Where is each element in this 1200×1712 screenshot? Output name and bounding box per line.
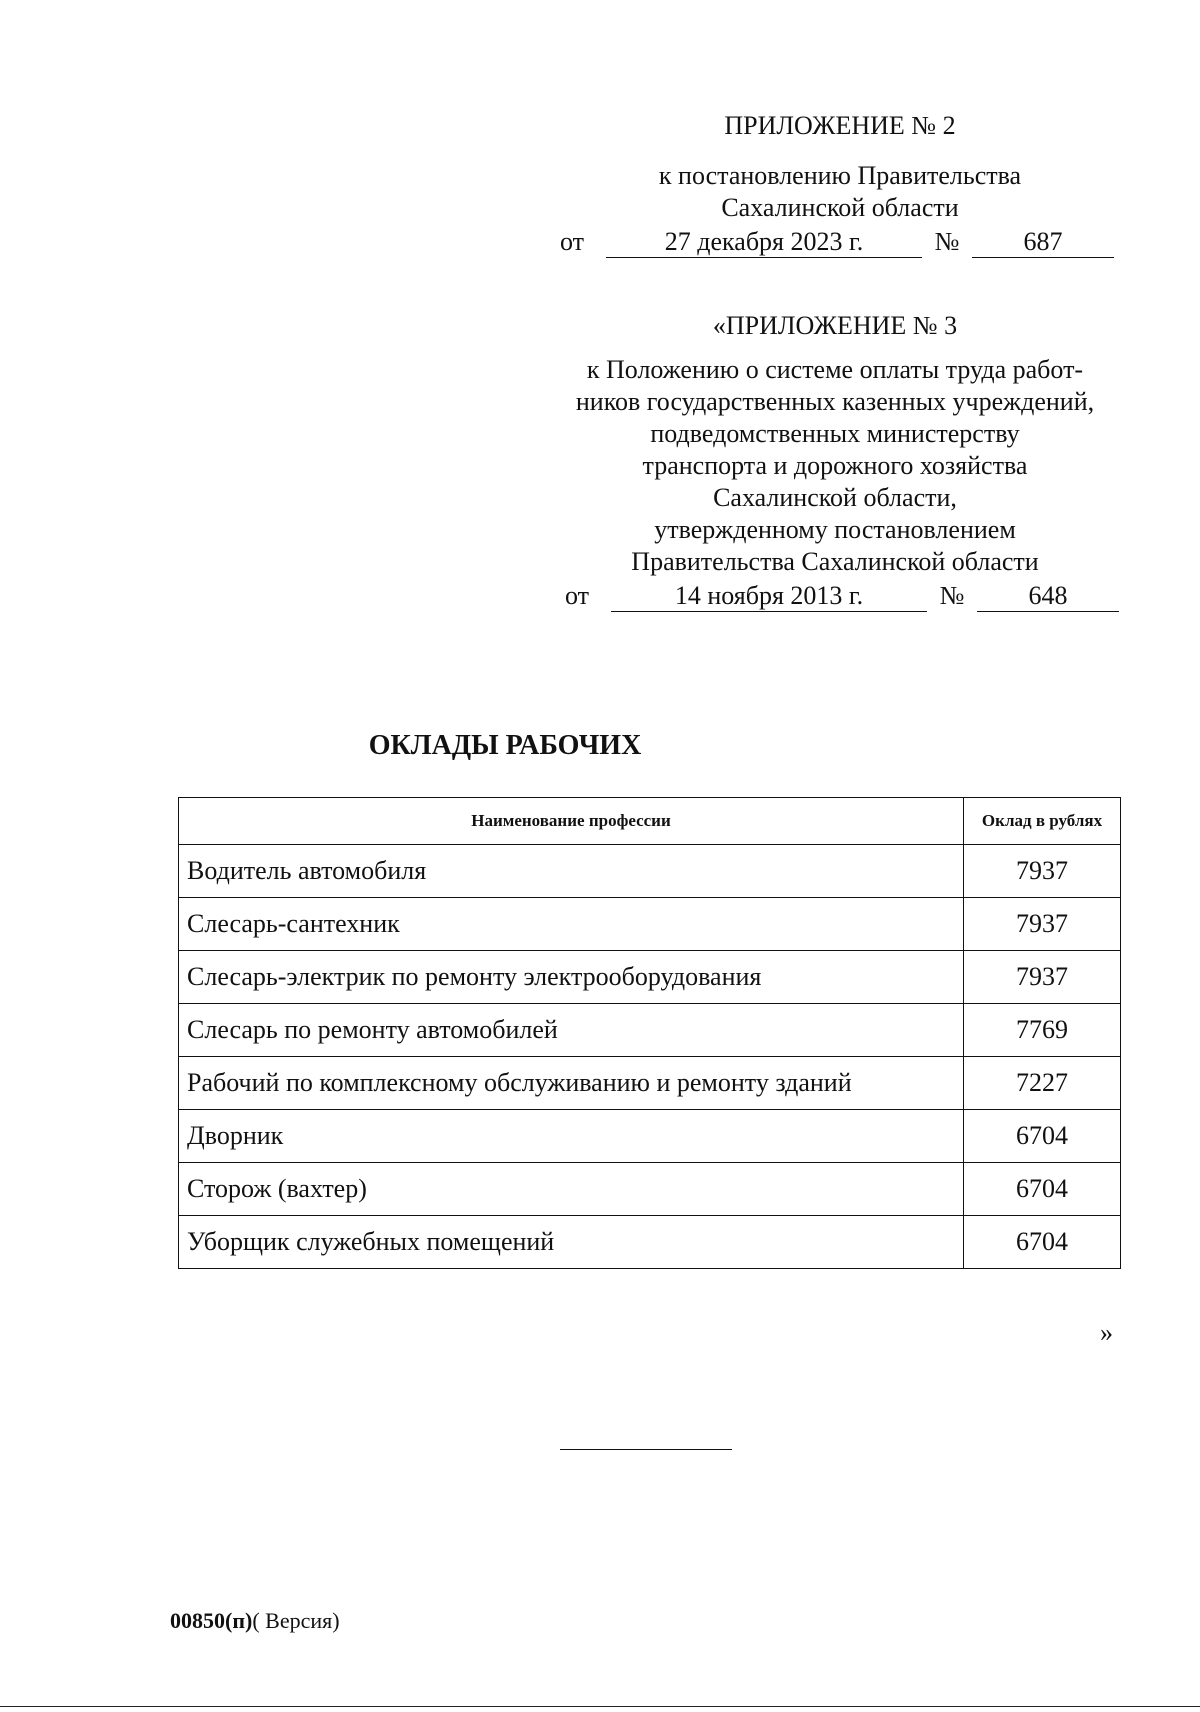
salary-cell: 6704 [964,1110,1121,1163]
profession-cell: Слесарь-сантехник [179,898,964,951]
profession-cell: Дворник [179,1110,964,1163]
appendix3-line: к Положению о системе оплаты труда работ- [586,355,1084,384]
bottom-rule [0,1706,1200,1707]
appendix3-title: «ПРИЛОЖЕНИЕ № 3 [712,311,958,340]
appendix2-block [560,110,1120,258]
profession-cell: Слесарь по ремонту автомобилей [179,1004,964,1057]
appendix3-date: 14 ноября 2013 г. [611,581,927,612]
profession-cell: Сторож (вахтер) [179,1163,964,1216]
appendix3-line: ников государственных казенных учреждений, [575,387,1095,416]
appendix2-line: Сахалинской области [721,193,959,222]
salary-table [178,797,1121,1269]
appendix2-date-line [560,224,1120,258]
table-row [179,1004,1121,1057]
table-row [179,1057,1121,1110]
column-header-salary: Оклад в рублях [964,798,1121,845]
from-label: от [560,227,585,256]
appendix2-title: ПРИЛОЖЕНИЕ № 2 [724,111,956,140]
appendix3-block [545,310,1125,612]
table-row [179,951,1121,1004]
appendix2-number: 687 [972,227,1114,258]
appendix3-line: подведомственных министерству [650,419,1020,448]
salary-cell: 7937 [964,951,1121,1004]
table-row [179,1216,1121,1269]
profession-cell: Водитель автомобиля [179,845,964,898]
appendix3-line: Правительства Сахалинской области [631,547,1039,576]
profession-cell: Слесарь-электрик по ремонту электрооборудования [179,951,964,1004]
salary-cell: 6704 [964,1163,1121,1216]
footer-code [170,1608,340,1634]
table-row [179,898,1121,951]
document-title-wrap [180,730,1120,762]
salary-cell: 6704 [964,1216,1121,1269]
salary-cell: 7937 [964,845,1121,898]
number-sign: № [939,581,965,610]
number-sign: № [934,227,960,256]
profession-cell: Рабочий по комплексному обслуживанию и ремонту зданий [179,1057,964,1110]
from-label: от [565,581,590,610]
appendix3-number: 648 [977,581,1119,612]
appendix3-line: Сахалинской области, [713,483,957,512]
footer-doc-code: 00850(п) [170,1608,253,1633]
profession-cell: Уборщик служебных помещений [179,1216,964,1269]
salary-cell: 7769 [964,1004,1121,1057]
document-title: ОКЛАДЫ РАБОЧИХ [368,730,642,761]
table-header-row [179,798,1121,845]
table-row [179,845,1121,898]
salary-cell: 7227 [964,1057,1121,1110]
closing-quote: » [1100,1318,1113,1347]
table-row [179,1163,1121,1216]
appendix3-line: транспорта и дорожного хозяйства [642,451,1028,480]
salary-cell: 7937 [964,898,1121,951]
appendix3-date-line [565,578,1125,612]
separator-line [560,1449,732,1450]
appendix2-date: 27 декабря 2023 г. [606,227,922,258]
appendix3-line: утвержденному постановлением [654,515,1016,544]
column-header-profession: Наименование профессии [179,798,964,845]
footer-version: ( Версия) [252,1608,340,1633]
table-row [179,1110,1121,1163]
appendix2-line: к постановлению Правительства [658,161,1022,190]
